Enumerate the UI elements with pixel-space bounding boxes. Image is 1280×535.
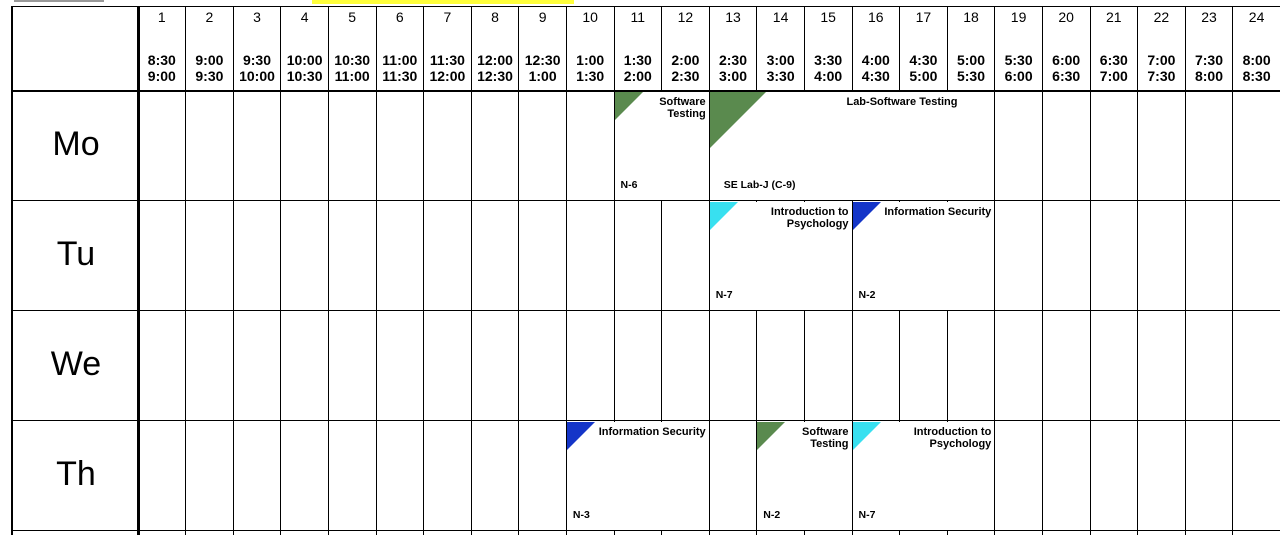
class-color-triangle	[615, 92, 643, 120]
slot-start-time: 6:30	[1099, 52, 1128, 68]
slot-time-range	[900, 52, 948, 84]
class-title	[914, 426, 992, 450]
class-title-line: Information Security	[884, 206, 992, 218]
slot-number: 2	[205, 9, 214, 25]
class-title-line: Introduction to	[770, 206, 849, 218]
slot-start-time: 2:30	[718, 52, 747, 68]
slot-start-time: 5:30	[1004, 52, 1033, 68]
class-block	[710, 202, 852, 310]
slot-number: 16	[868, 9, 884, 25]
class-title-line: Software	[659, 96, 706, 108]
slot-time-range	[376, 52, 424, 84]
slot-start-time: 6:00	[1052, 52, 1081, 68]
slot-end-time: 10:00	[239, 68, 275, 84]
slot-start-time: 9:30	[242, 52, 271, 68]
class-block	[710, 92, 995, 200]
class-title-line: Psychology	[786, 218, 849, 230]
slot-start-time: 11:30	[429, 52, 465, 68]
slot-number: 20	[1058, 9, 1074, 25]
class-title	[802, 426, 848, 450]
slot-start-time: 4:30	[909, 52, 938, 68]
slot-start-time: 8:30	[147, 52, 176, 68]
slot-end-time: 5:00	[909, 68, 938, 84]
slot-start-time: 3:00	[766, 52, 795, 68]
grid-left-border	[11, 6, 13, 535]
slot-time-range	[424, 52, 472, 84]
slot-end-time: 4:30	[861, 68, 890, 84]
slot-end-time: 8:00	[1194, 68, 1223, 84]
day-label: We	[50, 345, 102, 383]
slot-end-time: 2:30	[671, 68, 700, 84]
slot-time-range	[1185, 52, 1233, 84]
class-room: SE Lab-J (C-9)	[723, 179, 796, 191]
class-color-triangle	[710, 92, 766, 148]
slot-number: 8	[491, 9, 499, 25]
slot-start-time: 10:30	[334, 52, 371, 68]
day-label: Mo	[52, 125, 100, 163]
class-room: N-2	[763, 509, 781, 521]
slot-number: 6	[395, 9, 404, 25]
slot-number: 18	[963, 9, 979, 25]
slot-start-time: 3:30	[814, 52, 843, 68]
slot-number: 11	[630, 9, 646, 25]
slot-time-range	[566, 52, 614, 84]
slot-time-range	[1042, 52, 1090, 84]
class-color-triangle	[757, 422, 785, 450]
grid-top-border	[11, 6, 1280, 7]
grid-column-line	[994, 6, 995, 535]
slot-end-time: 12:00	[429, 68, 466, 84]
class-color-marker	[567, 422, 595, 450]
highlighted-cell	[312, 0, 574, 4]
class-color-marker	[710, 202, 738, 230]
class-room: N-2	[858, 289, 876, 301]
class-title	[771, 206, 849, 230]
class-block	[615, 92, 709, 200]
class-room: N-7	[715, 289, 733, 301]
slot-number: 3	[253, 9, 261, 25]
slot-start-time: 7:00	[1147, 52, 1176, 68]
slot-end-time: 2:00	[623, 68, 652, 84]
slot-time-range	[233, 52, 281, 84]
slot-time-range	[1138, 52, 1186, 84]
slot-time-range	[709, 52, 757, 84]
grid-row-line	[11, 310, 1280, 311]
cropped-text-fragment	[14, 0, 104, 2]
slot-end-time: 1:30	[576, 68, 605, 84]
class-color-marker	[615, 92, 643, 120]
grid-column-line	[1137, 6, 1138, 535]
slot-time-range	[328, 52, 376, 84]
slot-number: 24	[1248, 9, 1265, 25]
grid-column-line	[471, 6, 472, 535]
class-color-marker	[757, 422, 785, 450]
class-title-line: Testing	[810, 438, 849, 450]
slot-start-time: 10:00	[286, 52, 323, 68]
slot-time-range	[471, 52, 519, 84]
grid-column-line	[280, 6, 281, 535]
slot-start-time: 7:30	[1194, 52, 1223, 68]
slot-end-time: 11:00	[334, 68, 370, 84]
day-label: Th	[56, 455, 96, 493]
class-title-line: Introduction to	[913, 426, 992, 438]
grid-column-line	[518, 6, 519, 535]
class-color-marker	[710, 92, 766, 148]
slot-number: 1	[157, 9, 166, 25]
grid-column-line	[1042, 6, 1043, 535]
slot-number: 5	[348, 9, 357, 25]
slot-start-time: 11:00	[382, 52, 418, 68]
slot-end-time: 8:30	[1242, 68, 1271, 84]
slot-end-time: 9:00	[147, 68, 176, 84]
slot-end-time: 1:00	[528, 68, 557, 84]
slot-time-range	[614, 52, 662, 84]
grid-row-line	[11, 420, 1280, 421]
slot-start-time: 4:00	[861, 52, 890, 68]
slot-number: 7	[443, 9, 452, 25]
class-title-line: Lab-Software Testing	[846, 96, 958, 108]
slot-end-time: 3:00	[718, 68, 747, 84]
class-title	[599, 426, 706, 438]
slot-number: 9	[538, 9, 547, 25]
class-title-line: Information Security	[598, 426, 706, 438]
slot-end-time: 7:30	[1147, 68, 1176, 84]
grid-column-line	[1090, 6, 1091, 535]
class-room: N-3	[572, 509, 590, 521]
class-block	[853, 202, 995, 310]
slot-time-range	[281, 52, 329, 84]
slot-end-time: 7:00	[1099, 68, 1128, 84]
slot-end-time: 10:30	[286, 68, 323, 84]
class-block	[853, 422, 995, 530]
slot-number: 12	[677, 9, 694, 25]
slot-time-range	[1090, 52, 1138, 84]
grid-column-line	[376, 6, 377, 535]
slot-number: 23	[1201, 9, 1217, 25]
class-color-triangle	[853, 422, 881, 450]
slot-start-time: 1:30	[623, 52, 652, 68]
slot-time-range	[138, 52, 186, 84]
slot-end-time: 3:30	[766, 68, 795, 84]
class-title-line: Testing	[667, 108, 706, 120]
slot-end-time: 11:30	[382, 68, 418, 84]
class-color-triangle	[853, 202, 881, 230]
slot-end-time: 12:30	[477, 68, 513, 84]
grid-row-line	[11, 530, 1280, 531]
slot-number: 22	[1153, 9, 1170, 25]
day-label: Tu	[56, 235, 96, 273]
slot-number: 10	[582, 9, 598, 25]
slot-end-time: 5:30	[956, 68, 985, 84]
slot-start-time: 8:00	[1242, 52, 1271, 68]
class-color-triangle	[567, 422, 595, 450]
slot-time-range	[186, 52, 234, 84]
class-title-line: Psychology	[929, 438, 992, 450]
slot-start-time: 9:00	[195, 52, 224, 68]
class-title	[810, 96, 995, 108]
slot-time-range	[804, 52, 852, 84]
class-title	[884, 206, 991, 218]
slot-start-time: 1:00	[576, 52, 605, 68]
slot-end-time: 6:30	[1052, 68, 1081, 84]
class-room: N-7	[858, 509, 876, 521]
slot-number: 14	[772, 9, 789, 25]
slot-time-range	[1233, 52, 1280, 84]
class-color-marker	[853, 202, 881, 230]
slot-start-time: 2:00	[671, 52, 700, 68]
grid-column-line	[1232, 6, 1233, 535]
slot-number: 21	[1106, 9, 1122, 25]
slot-time-range	[852, 52, 900, 84]
class-color-triangle	[710, 202, 738, 230]
slot-number: 15	[820, 9, 836, 25]
slot-time-range	[757, 52, 805, 84]
class-room: N-6	[620, 179, 638, 191]
class-block	[757, 422, 851, 530]
grid-column-line	[328, 6, 329, 535]
class-block	[567, 422, 709, 530]
slot-end-time: 9:30	[195, 68, 224, 84]
grid-column-line	[185, 6, 186, 535]
class-title-line: Software	[802, 426, 849, 438]
class-color-marker	[853, 422, 881, 450]
slot-start-time: 5:00	[956, 52, 985, 68]
grid-row-line	[11, 200, 1280, 201]
slot-start-time: 12:30	[524, 52, 561, 68]
slot-time-range	[662, 52, 710, 84]
grid-column-line	[233, 6, 234, 535]
slot-number: 17	[915, 9, 932, 25]
grid-column-line	[423, 6, 424, 535]
slot-time-range	[519, 52, 567, 84]
slot-time-range	[947, 52, 995, 84]
class-title	[659, 96, 705, 120]
slot-start-time: 12:00	[477, 52, 513, 68]
grid-column-line	[1185, 6, 1186, 535]
slot-end-time: 4:00	[814, 68, 843, 84]
slot-time-range	[995, 52, 1043, 84]
slot-end-time: 6:00	[1004, 68, 1033, 84]
slot-number: 4	[300, 9, 309, 25]
slot-number: 13	[725, 9, 741, 25]
slot-number: 19	[1010, 9, 1027, 25]
